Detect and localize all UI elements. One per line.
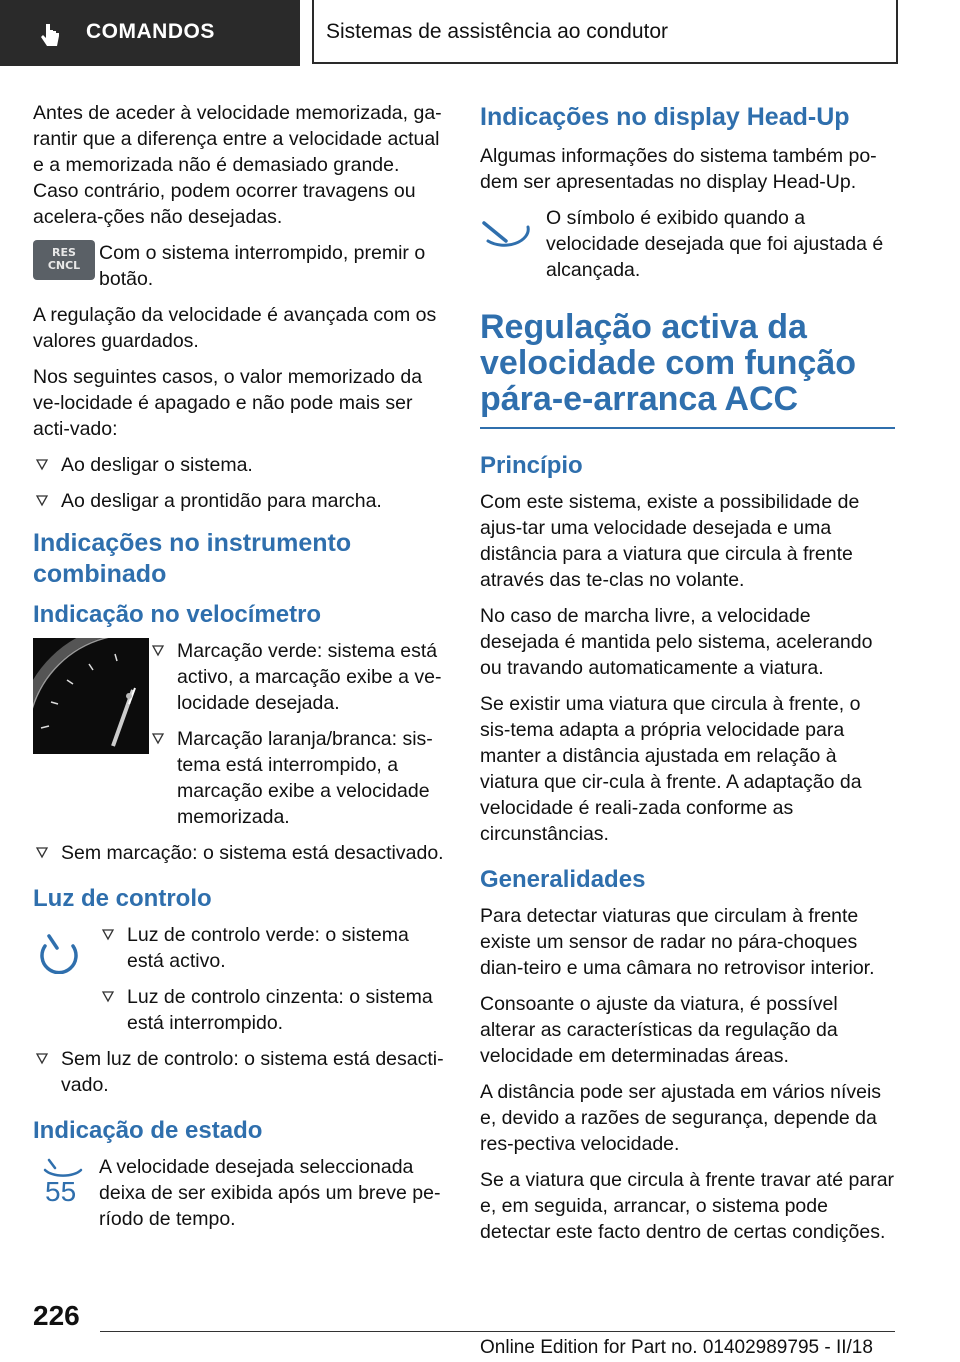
headup-symbol-row [480,205,895,283]
headup-symbol-icon [480,215,530,255]
edition-note: Online Edition for Part no. 01402989795 - II/18 [480,1337,873,1358]
heading-velocimetro: Indicação no velocímetro [33,601,322,628]
list-item [99,922,445,974]
list-item-text: Ao desligar o sistema. [61,454,253,476]
heading-luz-controlo: Luz de controlo [33,885,212,912]
list-item [99,984,445,1036]
generalidades-paragraph: Consoante o ajuste da viatura, é possível alterar as características da regulação da velocidade em determinadas áreas. [480,993,838,1067]
generalidades-paragraph: Para detectar viaturas que circulam à frente existe um sensor de radar no pára-choques dian-teiro e uma câmara no retrovisor interior. [480,905,875,979]
triangle-bullet-icon [151,731,165,745]
right-column [480,100,895,1255]
triangle-bullet-icon [35,845,49,859]
speedometer-block [33,638,445,830]
headup-symbol-text: O símbolo é exibido quando a velocidade desejada que foi ajustada é alcançada. [546,207,884,281]
list-item [149,638,445,716]
list-item [33,488,445,514]
res-button-row [33,240,445,296]
intro-paragraph: Antes de aceder à velocidade memorizada, ga-rantir que a diferença entre a velocidade actual e a memorizada não é demasiado grande. Caso contrário, podem ocorrer travagens ou acelera-ções não desejadas. [33,102,442,228]
list-item-text: Marcação laranja/branca: sis-tema está interrompido, a marcação exibe a velocidade memorizada. [177,728,433,828]
section-tab [0,0,300,66]
cncl-label: CNCL [47,259,81,272]
control-light-block [33,922,445,1036]
status-speed-value: 55 [45,1176,77,1207]
acc-control-light-icon [37,934,81,974]
list-item [33,452,445,478]
triangle-bullet-icon [101,989,115,1003]
list-item [33,1046,445,1098]
res-button-text: Com o sistema interrompido, premir o botão. [99,242,426,290]
main-heading-acc: Regulação activa da velocidade com função pára-e-arranca ACC [480,309,895,429]
triangle-bullet-icon [151,643,165,657]
heading-estado: Indicação de estado [33,1117,263,1144]
triangle-bullet-icon [35,1051,49,1065]
principio-paragraph: Se existir uma viatura que circula à frente, o sis-tema adapta a própria velocidade para manter a distância ajustada em relação à viatura que cir-cula à frente. A adaptação da velocidade é reali-zada conforme as circunstâncias. [480,693,862,845]
heading-instrumento: Indicações no instrumento combinado [33,529,352,588]
list-item-text: Luz de controlo verde: o sistema está activo. [127,924,409,972]
heading-principio: Princípio [480,452,583,479]
list-item [149,726,445,830]
triangle-bullet-icon [35,493,49,507]
triangle-bullet-icon [35,457,49,471]
page-number: 226 [33,1300,80,1331]
list-item [33,840,445,866]
page-header [0,0,960,66]
hand-pointer-icon [38,22,62,50]
status-block [33,1154,445,1232]
footer-divider [100,1331,895,1332]
list-item-text: Ao desligar a prontidão para marcha. [61,490,382,512]
headup-paragraph: Algumas informações do sistema também po-dem ser apresentadas no display Head-Up. [480,145,877,193]
generalidades-paragraph: Se a viatura que circula à frente travar até parar e, em seguida, arrancar, o sistema pode detectar este facto dentro de certas condições. [480,1169,895,1243]
list-item-text: Luz de controlo cinzenta: o sistema está interrompido. [127,986,433,1034]
heading-generalidades: Generalidades [480,866,646,893]
generalidades-paragraph: A distância pode ser ajustada em vários níveis e, devido a razões de segurança, depende da res-pectiva velocidade. [480,1081,882,1155]
principio-paragraph: Com este sistema, existe a possibilidade de ajus-tar uma velocidade desejada e uma distância para a viatura que circula à frente através das te-clas no volante. [480,491,860,591]
section-label: COMANDOS [86,20,215,43]
list-item-text: Sem luz de controlo: o sistema está desacti-vado. [61,1048,444,1096]
res-cncl-button-icon [33,240,95,280]
speed-status-icon [39,1158,87,1214]
status-text: A velocidade desejada seleccionada deixa de ser exibida após um breve pe-ríodo de tempo. [99,1156,441,1230]
principio-paragraph: No caso de marcha livre, a velocidade desejada é mantida pelo sistema, acelerando ou travando automaticamente a viatura. [480,605,873,679]
cases-intro: Nos seguintes casos, o valor memorizado da ve-locidade é apagado e não pode mais ser acti-vado: [33,366,423,440]
list-item-text: Marcação verde: sistema está activo, a marcação exibe a ve-locidade desejada. [177,640,442,714]
resume-paragraph: A regulação da velocidade é avançada com os valores guardados. [33,304,437,352]
speedometer-image [33,638,149,754]
res-label: RES [52,246,76,259]
status-arc-icon [39,1158,87,1178]
heading-headup: Indicações no display Head-Up [480,103,850,131]
list-item-text: Sem marcação: o sistema está desactivado. [61,842,444,864]
chapter-title: Sistemas de assistência ao condutor [326,20,669,43]
left-column [33,100,445,1238]
triangle-bullet-icon [101,927,115,941]
control-light-list [33,922,445,1036]
